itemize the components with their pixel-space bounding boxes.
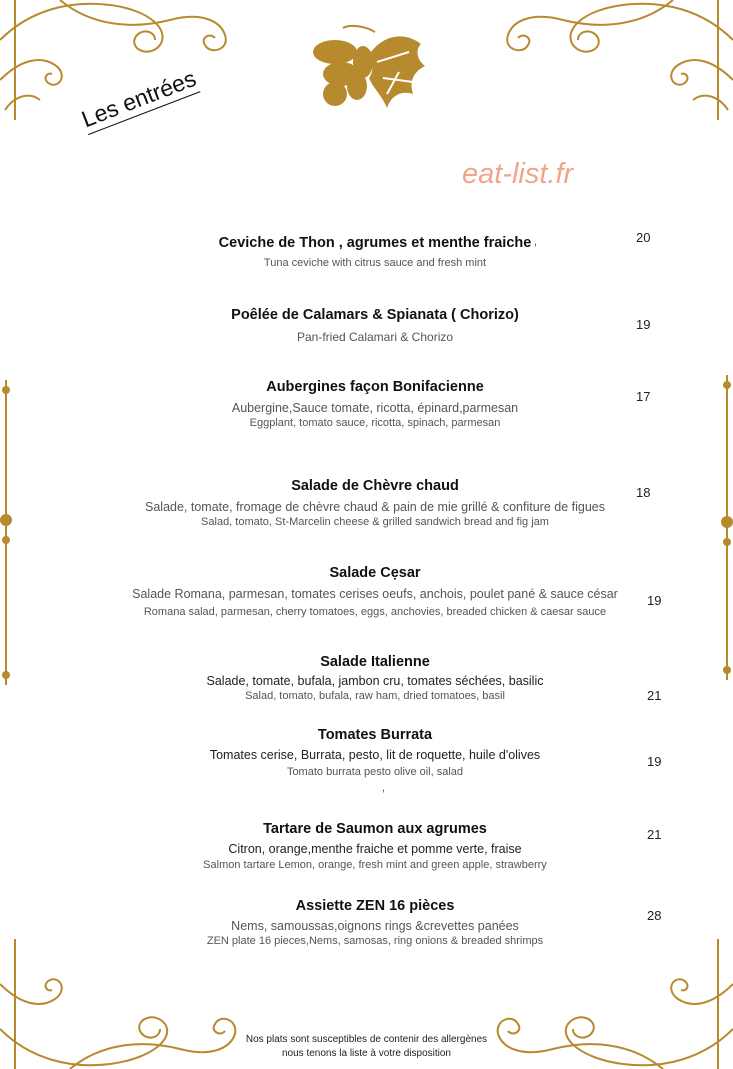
item-desc: Salade, tomate, bufala, jambon cru, tomates séchées, basilic [206,674,544,688]
stray-mark: , [534,236,538,248]
menu-item [100,653,650,703]
item-desc-en: Romana salad, parmesan, cherry tomatoes, eggs, anchovies, breaded chicken & caesar sauce [143,606,607,618]
top-right-flourish [503,0,733,120]
menu-item [100,477,650,530]
item-desc-en: Salmon tartare Lemon, orange, fresh mint and green apple, strawberry [203,859,547,871]
item-name: Poêlée de Calamars & Spianata ( Chorizo) [231,307,519,323]
menu-item [100,564,650,620]
item-price: 28 [647,908,662,923]
item-desc-en: Salad, tomato, St-Marcelin cheese & grilled sandwich bread and fig jam [201,516,549,528]
item-name: Salade de Chèvre chaud [291,478,459,494]
item-price: 18 [636,485,651,500]
item-price: 21 [647,827,662,842]
item-price: 19 [647,593,662,608]
item-desc-en: Tomato burrata pesto olive oil, salad [286,766,464,778]
item-desc: Tomates cerise, Burrata, pesto, lit de roquette, huile d'olives [209,748,541,762]
item-desc: Salade, tomate, fromage de chèvre chaud & pain de mie grillé & confiture de figues [145,500,605,514]
item-price: 19 [636,317,651,332]
menu-item [100,378,650,431]
item-desc-en: Salad, tomato, bufala, raw ham, dried tomatoes, basil [245,690,505,702]
section-title: Les entrées [78,65,201,135]
item-desc: Salade Romana, parmesan, tomates cerises oeufs, anchois, poulet pané & sauce césar [132,587,618,601]
menu-item [100,897,650,949]
hops-icon [305,22,427,118]
footer-line-2: nous tenons la liste à votre disposition [282,1048,451,1059]
item-name: Tartare de Saumon aux agrumes [263,821,487,837]
item-desc-en: ZEN plate 16 pieces,Nems, samosas, ring onions & breaded shrimps [206,935,544,947]
item-price: 21 [647,688,662,703]
item-price: 20 [636,230,651,245]
menu-item [100,726,650,779]
stray-mark: , [382,782,386,794]
menu-item [100,234,650,271]
item-name: Tomates Burrata [317,727,433,743]
allergen-notice [200,1033,533,1061]
item-price: 19 [647,754,662,769]
left-side-ornament [0,380,16,685]
menu-item [100,306,650,345]
item-desc-en: Eggplant, tomato sauce, ricotta, spinach, parmesan [249,417,501,429]
item-name: Ceviche de Thon , agrumes et menthe fraiche [218,235,532,251]
item-name: Assiette ZEN 16 pièces [295,898,455,914]
menu-item [100,820,650,872]
item-name: Aubergines façon Bonifacienne [266,379,484,395]
footer-line-1: Nos plats sont susceptibles de contenir des allergènes [245,1034,488,1045]
item-desc: Pan-fried Calamari & Chorizo [296,330,454,344]
item-desc: Aubergine,Sauce tomate, ricotta, épinard,parmesan [231,401,519,415]
item-price: 17 [636,389,651,404]
right-side-ornament [717,375,733,680]
item-name: Salade Cẹsar [329,565,421,581]
watermark: eat-list.fr [462,158,574,190]
item-name: Salade Italienne [320,654,430,670]
item-desc: Nems, samoussas,oignons rings &crevettes panées [231,919,519,933]
item-desc-en: Tuna ceviche with citrus sauce and fresh mint [263,257,487,269]
item-desc: Citron, orange,menthe fraiche et pomme verte, fraise [228,842,522,856]
